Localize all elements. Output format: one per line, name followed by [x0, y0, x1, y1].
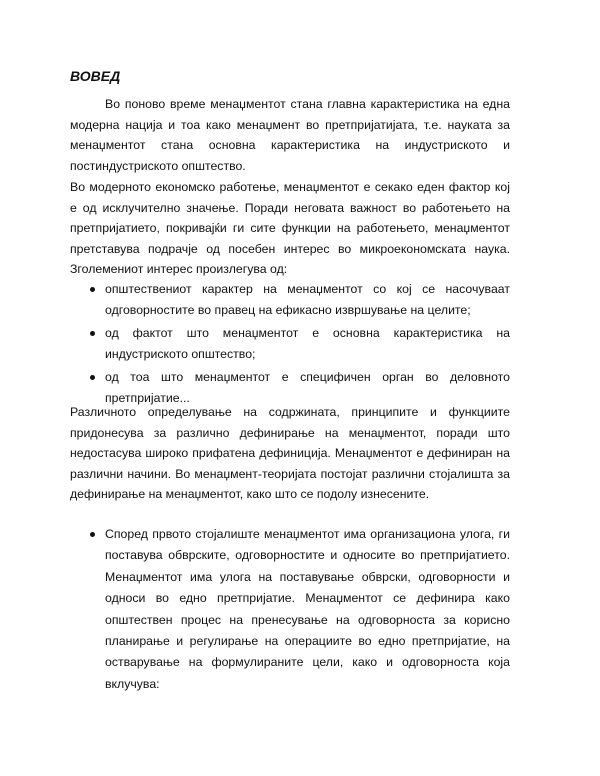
intro-paragraph: Во поново време менаџментот стана главна карактеристика на една модерна нација и тоа како менаџмент во претпријатијата, т.е. науката за менаџментот стана основна карактеристика на индустриското и постиндустриското општество.: [70, 97, 510, 173]
list-item-text: од тоа што менаџментот е специфичен орган во деловното претпријатие...: [105, 370, 510, 405]
viewpoints-list: [70, 524, 510, 695]
list-item: [70, 279, 510, 320]
interest-reasons-list: [70, 279, 510, 412]
definitions-paragraph: Различното определување на содржината, принципите и функциите придонесува за различно дефинирање на менаџментот, поради што недостасува широко прифатена дефиниција. Менаџментот е дефиниран на различни начини. Во менаџмент-теоријата постојат различни стојалишта за дефинирање на менаџментот, како што се подолу изнесените.: [70, 405, 510, 502]
bullet-icon: [90, 532, 95, 537]
list-item-text: општествениот карактер на менаџментот со кој се насочуваат одговорностите во правец на ефикасно извршување на целите;: [105, 282, 510, 317]
list-item-text: Според првото стојалиште менаџментот има организациона улога, ги поставува обврските, одговорностите и односите во претпријатието. Менаџментот има улога на поставување обврски, одговорности и односи во едно претпријатие. Менаџментот се дефинира како општествен процес на пренесување на одговорноста за корисно планирање и регулирање на операциите во едно претпријатие, на остварување на формулираните цели, како и одговорноста која вклучува:: [105, 527, 510, 691]
bullet-icon: [90, 375, 95, 380]
bullet-icon: [90, 287, 95, 292]
economics-paragraph: Во модерното економско работење, менаџментот е секако еден фактор кој е од исклучително значење. Поради неговата важност во работењето на претпријатието, покривајќи ги сите функции на работењето, менаџментот претставува подрачје од посебен интерес во микроекономската наука. Зголемениот интерес произлегува од:: [70, 180, 510, 277]
bullet-icon: [90, 331, 95, 336]
list-item: [70, 323, 510, 364]
list-item: [70, 524, 510, 695]
list-item-text: од фактот што менаџментот е основна карактеристика на индустриското општество;: [105, 326, 510, 361]
page-title: ВОВЕД: [70, 68, 121, 84]
